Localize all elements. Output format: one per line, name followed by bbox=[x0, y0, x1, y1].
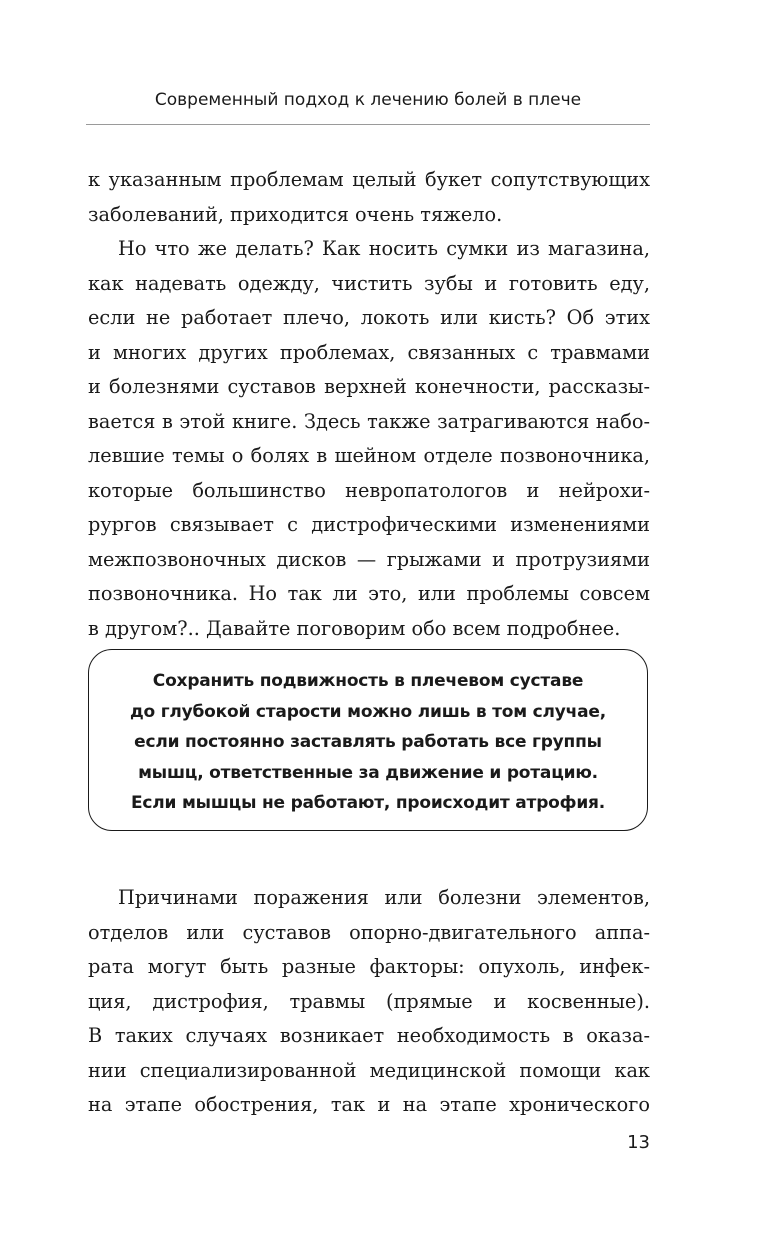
text-line: в другом?.. Давайте поговорим обо всем подробнее. bbox=[88, 616, 621, 640]
callout-line: Если мышцы не работают, происходит атрофия. bbox=[130, 793, 606, 813]
text-line: Причинами поражения или болезни элементов, bbox=[118, 886, 650, 909]
text-line: рургов связывает с дистрофическими изменениями bbox=[88, 513, 650, 536]
text-line: на этапе обострения, так и на этапе хронического bbox=[88, 1093, 650, 1116]
text-line: позвоночника. Но так ли это, или проблемы совсем bbox=[88, 582, 650, 605]
paragraph-3 bbox=[88, 881, 650, 1123]
callout-line: Сохранить подвижность в плечевом суставе bbox=[152, 671, 584, 691]
callout-box bbox=[88, 649, 648, 831]
text-line: если не работает плечо, локоть или кисть? Об этих bbox=[88, 306, 650, 329]
text-line: отделов или суставов опорно-двигательного аппа- bbox=[88, 920, 650, 944]
text-line: как надевать одежду, чистить зубы и готовить еду, bbox=[88, 271, 650, 295]
text-line: ция, дистрофия, травмы (прямые и косвенные). bbox=[88, 989, 650, 1013]
callout-line: если постоянно заставлять работать все группы bbox=[134, 732, 602, 752]
paragraph-2 bbox=[88, 232, 650, 646]
text-line: В таких случаях возникает необходимость в оказа- bbox=[88, 1024, 650, 1047]
text-line: межпозвоночных дисков — грыжами и протрузиями bbox=[88, 547, 650, 571]
page-number: 13 bbox=[627, 1132, 650, 1153]
text-line: нии специализированной медицинской помощи как bbox=[88, 1058, 650, 1082]
text-line: к указанным проблемам целый букет сопутствующих bbox=[88, 168, 650, 191]
paragraph-1 bbox=[88, 163, 650, 232]
text-line: левшие темы о болях в шейном отделе позвоночника, bbox=[88, 444, 650, 467]
callout-line: мышц, ответственные за движение и ротацию. bbox=[138, 762, 598, 783]
callout-line: до глубокой старости можно лишь в том случае, bbox=[129, 701, 607, 722]
text-line: Но что же делать? Как носить сумки из магазина, bbox=[118, 237, 650, 260]
running-head: Современный подход к лечению болей в плече bbox=[154, 90, 582, 110]
text-line: и болезнями суставов верхней конечности, рассказы- bbox=[88, 375, 650, 398]
text-line: которые большинство невропатологов и нейрохи- bbox=[88, 478, 650, 502]
text-line: рата могут быть разные факторы: опухоль, инфек- bbox=[88, 955, 650, 978]
text-line: вается в этой книге. Здесь также затрагиваются набо- bbox=[88, 409, 650, 433]
text-line: и многих других проблемах, связанных с травмами bbox=[88, 340, 650, 364]
text-line: заболеваний, приходится очень тяжело. bbox=[88, 202, 503, 226]
header-rule bbox=[86, 124, 650, 125]
